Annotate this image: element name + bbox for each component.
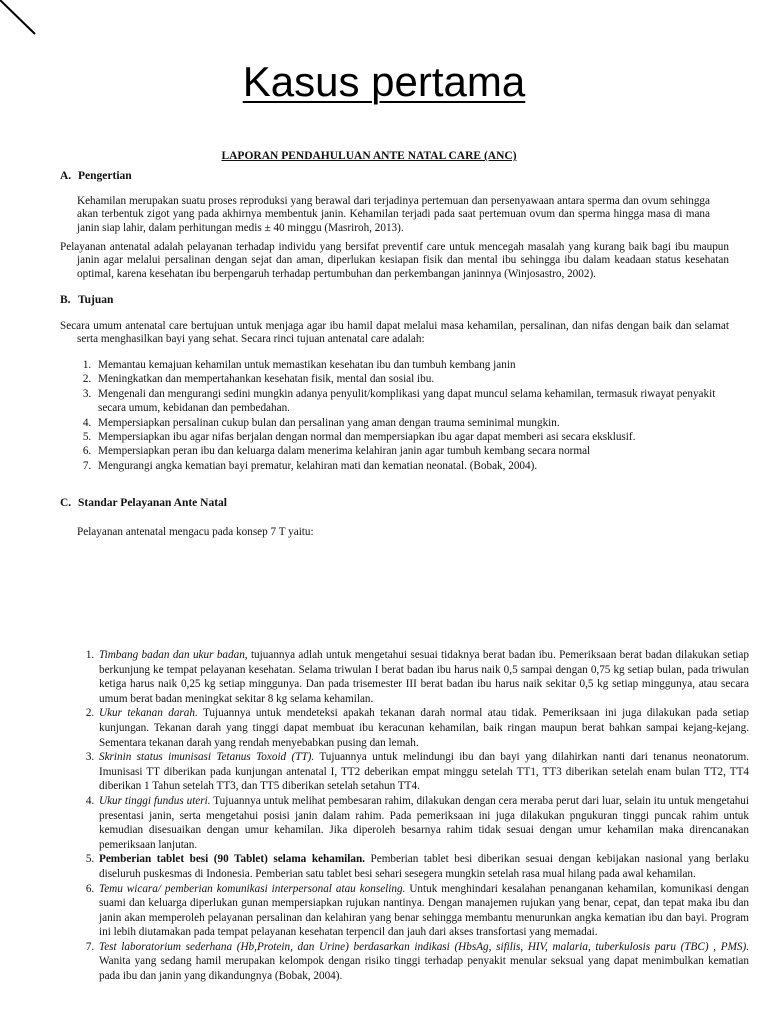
service-item-lead: Temu wicara/ pemberian komunikasi interpersonal atau konseling. bbox=[99, 882, 406, 895]
section-a-heading bbox=[60, 170, 132, 182]
service-item bbox=[97, 750, 749, 794]
section-c-title: Standar Pelayanan Ante Natal bbox=[78, 497, 227, 509]
goals-list bbox=[60, 358, 746, 473]
service-item bbox=[97, 648, 749, 706]
goal-item: 4. Mempersiapkan persalinan cukup bulan dan persalinan yang aman dengan trauma seminimal mungkin. bbox=[94, 416, 746, 430]
service-item-lead: Timbang badan dan ukur badan bbox=[99, 649, 245, 661]
service-item-text: Wanita yang sedang hamil merupakan kelompok dengan risiko tinggi terhadap penyakit menular seksual yang dapat menimbulkan kematian pada ibu dan janin yang dikandungnya (Bobak, 2004). bbox=[99, 955, 749, 983]
service-item bbox=[97, 882, 749, 940]
service-item bbox=[97, 706, 749, 750]
service-item bbox=[97, 940, 749, 984]
service-item-text: Tujuannya untuk melindungi ibu dan bayi yang dilahirkan nanti dari tenanus neonatorum. Imunisasi TT diberikan pada kunjungan antenatal I, TT2 deberikan empat minggu setelah TT1, TT3 diberikan setelah enam bulan TT2, TT4 diberikan 1 Tahun setelah TT3, dan TT5 diberikan setelah setahun TT4. bbox=[99, 751, 749, 793]
standard-services-list bbox=[60, 648, 749, 984]
service-item-text: Pemberian tablet besi diberikan sesuai dengan kebijakan nasional yang berlaku diseluruh puskesmas di Indonesia. Pemberian satu tablet besi sehari sesegera mungkin setelah rasa mual hilang pada awal kehamilan. bbox=[99, 853, 749, 880]
service-item bbox=[97, 794, 749, 852]
goal-item: 3. Mengenali dan mengurangi sedini mungkin adanya penyulit/komplikasi yang dapat muncul selama kehamilan, termasuk riwayat penyakit secara umum, kebidanan dan pembedahan. bbox=[94, 387, 746, 416]
section-b-intro: Secara umum antenatal care bertujuan untuk menjaga agar ibu hamil dapat melalui masa kehamilan, persalinan, dan nifas dengan baik dan selamat serta menghasilkan bayi yang sehat. Secara rinci tujuan antenatal care adalah: bbox=[60, 320, 729, 346]
goal-item: 7. Mengurangi angka kematian bayi prematur, kelahiran mati dan kematian neonatal. (Bobak, 2004). bbox=[94, 459, 746, 473]
service-item-text: Untuk menghindari kesalahan penanganan kehamilan, komunikasi dengan suami dan keluarga diperlukan gunan mempersiapkan rujukan nantinya. Dengan manajemen rujukan yang benar, cepat, dan tepat maka ibu dan janin akan memperoleh pelayanan persalinan dan kelahiran yang benar sehingga membantu menurunkan angka kematian ibu dan bayi. Program ini lebih diutamakan pada tempat pelayanan kesehatan terpencil dan jauh dari akses transfortasi yang memadai. bbox=[99, 882, 750, 939]
document-heading: LAPORAN PENDAHULUAN ANTE NATAL CARE (ANC) bbox=[221, 150, 517, 162]
service-item-text: Tujuannya untuk melihat pembesaran rahim, dilakukan dengan cera meraba perut dari luar, selain itu untuk mengetahui presentasi janin, serta mengetahui posisi janin dalam rahim. Pada pemeriksaan ini juga dilakukan pngukuran tinggi puncak rahim untuk kemudian disesuaikan dengan umur kehamilan. Jika diperoleh besarnya rahim tidak sesuai dengan umur kehamilan maka direncanakan pemeriksaan lanjutan. bbox=[99, 794, 749, 851]
goal-item: 2. Meningkatkan dan mempertahankan kesehatan fisik, mental dan sosial ibu. bbox=[94, 372, 746, 386]
service-item-text: , tujuannya adlah untuk mengetahui sesuai tidaknya berat badan ibu. Pemeriksaan berat badan dilakukan setiap berkunjung ke tempat pelayanan kesehatan. Selama triwulan I berat badan ibu harus naik 0,5 sampai dengan 0,75 kg setiap bulan, pada triwulan ketiga harus naik 0,25 kg setiap minggunya. Dan pada trisemester III berat badan ibu harus naik sekitar 0,5 kg setiap minggunya, atau secara umum berat badan meningkat sekitar 8 kg selama kehamilan. bbox=[99, 649, 749, 705]
goal-item: 5. Mempersiapkan ibu agar nifas berjalan dengan normal dan mempersiapkan ibu agar dapat memberi asi secara eksklusif. bbox=[94, 430, 746, 444]
service-item-lead: Ukur tekanan darah. bbox=[99, 707, 198, 720]
section-c-intro: Pelayanan antenatal mengacu pada konsep 7 T yaitu: bbox=[77, 526, 314, 538]
service-item-lead: Skrinin status imunisasi Tetanus Toxoid (TT). bbox=[99, 751, 315, 764]
section-b-title: Tujuan bbox=[78, 294, 114, 306]
section-a-letter: A. bbox=[60, 170, 72, 182]
goal-item: 1. Memantau kemajuan kehamilan untuk memastikan kesehatan ibu dan tumbuh kembang janin bbox=[94, 358, 746, 372]
section-a-title: Pengertian bbox=[78, 170, 132, 182]
service-item-lead: Pemberian tablet besi (90 Tablet) selama kehamilan. bbox=[99, 853, 365, 866]
section-a-paragraph-1: Kehamilan merupakan suatu proses reproduksi yang berawal dari terjadinya pertemuan dan persenyawaan antara sperma dan ovum sehingga akan terbentuk zigot yang pada akhirnya membentuk janin. Kehamilan terjadi pada saat pertemuan ovum dan sperma hingga masa di mana janin siap lahir, dalam perhitungan medis ± 40 minggu (Masriroh, 2013). bbox=[77, 195, 710, 234]
corner-slash-mark bbox=[0, 0, 40, 40]
page-title: Kasus pertama bbox=[242, 58, 526, 105]
service-item-lead: Test laboratorium sederhana (Hb,Protein, dan Urine) berdasarkan indikasi (HbsAg, sifilis, HIV, malaria, tuberkulosis paru (TBC) , PMS). bbox=[99, 940, 749, 953]
section-c-heading bbox=[60, 497, 227, 509]
section-b-letter: B. bbox=[60, 294, 71, 306]
section-b-heading bbox=[60, 294, 113, 306]
service-item bbox=[97, 852, 749, 881]
service-item-text: Tujuannya untuk mendeteksi apakah tekanan darah normal atau tidak. Pemeriksaan ini juga dilakukan pada setiap kunjungan. Tekanan darah yang tinggi dapat membuat ibu keracunan kehamilan, baik ringan maupun berat bahkan sampai kejang-kejang. Sementara tekanan darah yang rendah menyebabkan pusing dan lemah. bbox=[99, 707, 749, 749]
service-item-lead: Ukur tinggi fundus uteri. bbox=[99, 794, 211, 807]
goal-item: 6. Mempersiapkan peran ibu dan keluarga dalam menerima kelahiran janin agar tumbuh kembang secara normal bbox=[94, 444, 746, 458]
section-a-paragraph-2: Pelayanan antenatal adalah pelayanan terhadap individu yang bersifat preventif care untuk mencegah masalah yang kurang baik bagi ibu maupun janin agar melalui persalinan dengan sejat dan aman, diperlukan kesiapan fisik dan mental ibu sehingga ibu dalam keadaan status kesehatan optimal, karena kesehatan ibu berpengaruh terhadap pertumbuhan dan perkembangan janinnya (Winjosastro, 2002). bbox=[60, 241, 729, 280]
section-c-letter: C. bbox=[60, 497, 72, 509]
